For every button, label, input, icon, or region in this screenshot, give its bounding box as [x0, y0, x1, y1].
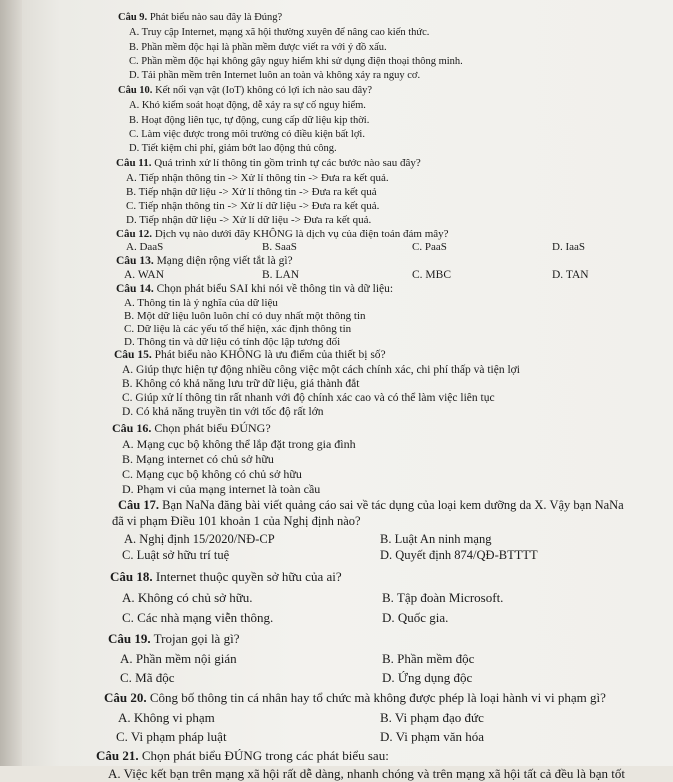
q20-option-a: A. Không vi phạm — [118, 710, 215, 725]
question-9: Câu 9. Phát biểu nào sau đây là Đúng? — [118, 12, 283, 23]
q11-option-b: B. Tiếp nhận dữ liệu -> Xử lí thông tin -> Đưa ra kết quả — [126, 186, 377, 198]
q12-option-c: C. PaaS — [412, 241, 447, 253]
q19-option-d: D. Ứng dụng độc — [382, 670, 473, 685]
q14-option-d: D. Thông tin và dữ liệu có tính độc lập tương đối — [124, 336, 341, 348]
q17-options-row-2 — [0, 548, 673, 564]
q20-option-d: D. Vi phạm văn hóa — [380, 729, 485, 744]
question-20: Câu 20. Công bố thông tin cá nhân hay tổ chức mà không được phép là loại hành vi vi phạm gì? — [104, 690, 606, 705]
q18-options-row-2 — [0, 610, 673, 627]
q18-options-row-1 — [0, 590, 673, 607]
q9-option-d: D. Tải phần mềm trên Internet luôn an toàn và không xảy ra nguy cơ. — [129, 70, 421, 81]
q11-option-c: C. Tiếp nhận thông tin -> Xử lí dữ liệu -> Đưa ra kết quả. — [126, 200, 380, 212]
q17-option-a: A. Nghị định 15/2020/NĐ-CP — [124, 532, 275, 546]
q13-option-b: B. LAN — [262, 269, 300, 281]
q19-options-row-1 — [0, 651, 673, 668]
question-21: Câu 21. Chọn phát biểu ĐÚNG trong các phát biểu sau: — [96, 748, 389, 763]
q17-option-d: D. Quyết định 874/QĐ-BTTTT — [380, 548, 538, 562]
q19-option-a: A. Phần mềm nội gián — [120, 651, 237, 666]
q16-option-a: A. Mạng cục bộ không thể lắp đặt trong gia đình — [122, 437, 356, 451]
question-15: Câu 15. Phát biểu nào KHÔNG là ưu điểm của thiết bị số? — [114, 349, 386, 361]
q11-option-d: D. Tiếp nhận dữ liệu -> Xử lí dữ liệu -> Đưa ra kết quả. — [126, 214, 372, 226]
q13-option-a: A. WAN — [124, 269, 165, 281]
q19-options-row-2 — [0, 670, 673, 687]
q9-option-a: A. Truy cập Internet, mạng xã hội thường xuyên để nâng cao kiến thức. — [129, 27, 430, 38]
q15-option-b: B. Không có khả năng lưu trữ dữ liệu, giá thành đắt — [122, 378, 360, 390]
question-16: Câu 16. Chọn phát biểu ĐÚNG? — [112, 421, 271, 435]
q15-option-d: D. Có khả năng truyền tin với tốc độ rất lớn — [122, 406, 324, 418]
q12-options-row — [0, 241, 673, 255]
q16-option-b: B. Mạng internet có chủ sở hữu — [122, 452, 274, 466]
q17-option-c: C. Luật sở hữu trí tuệ — [122, 548, 230, 562]
q16-option-d: D. Phạm vi của mạng internet là toàn cầu — [122, 482, 321, 496]
q10-option-c: C. Làm việc được trong môi trường có điều kiện bất lợi. — [129, 129, 365, 140]
question-17: Câu 17. Bạn NaNa đăng bài viết quảng cáo sai về tác dụng của loại kem dưỡng da X. Vậy bạn NaNa — [118, 498, 624, 512]
q18-option-d: D. Quốc gia. — [382, 610, 449, 625]
q18-option-b: B. Tập đoàn Microsoft. — [382, 590, 504, 605]
q10-option-d: D. Tiết kiệm chi phí, giảm bớt lao động thủ công. — [129, 143, 337, 154]
q13-options-row — [0, 269, 673, 284]
q20-option-c: C. Vi phạm pháp luật — [116, 729, 227, 744]
question-14: Câu 14. Chọn phát biểu SAI khi nói về thông tin và dữ liệu: — [116, 283, 394, 295]
q20-option-b: B. Vi phạm đạo đức — [380, 710, 484, 725]
question-10: Câu 10. Kết nối vạn vật (IoT) không có lợi ích nào sau đây? — [118, 85, 373, 96]
q10-option-b: B. Hoạt động liên tục, tự động, cung cấp dữ liệu kịp thời. — [129, 115, 370, 126]
q15-option-c: C. Giúp xử lí thông tin rất nhanh với độ chính xác cao và có thể làm việc liên tục — [122, 392, 495, 404]
q21-option-a: A. Việc kết bạn trên mạng xã hội rất dễ dàng, nhanh chóng và trên mạng xã hội tất cả đều là bạn tốt — [108, 766, 626, 781]
q19-option-c: C. Mã độc — [120, 670, 175, 685]
q11-option-a: A. Tiếp nhận thông tin -> Xử lí thông tin -> Đưa ra kết quả. — [126, 172, 389, 184]
question-12: Câu 12. Dịch vụ nào dưới đây KHÔNG là dịch vụ của điện toán đám mây? — [116, 228, 449, 240]
q18-option-a: A. Không có chủ sở hữu. — [122, 590, 253, 605]
q9-option-b: B. Phần mềm độc hại là phần mềm được viết ra với ý đồ xấu. — [129, 42, 387, 53]
q10-option-a: A. Khó kiểm soát hoạt động, dễ xảy ra sự cố nguy hiểm. — [129, 100, 366, 111]
q14-option-c: C. Dữ liệu là các yếu tố thể hiện, xác định thông tin — [124, 323, 352, 335]
q13-option-c: C. MBC — [412, 269, 451, 281]
q17-option-b: B. Luật An ninh mạng — [380, 532, 492, 546]
q20-options-row-2 — [0, 729, 673, 746]
q15-option-a: A. Giúp thực hiện tự động nhiều công việc một cách chính xác, chi phí thấp và tiện lợi — [122, 364, 520, 376]
q9-option-c: C. Phần mềm độc hại không gây nguy hiểm khi sử dụng điện thoại thông minh. — [129, 56, 463, 67]
q20-options-row-1 — [0, 710, 673, 727]
question-17-line2: đã vi phạm Điều 101 khoản 1 của Nghị định nào? — [112, 514, 361, 528]
q12-option-d: D. IaaS — [552, 241, 585, 253]
q12-option-b: B. SaaS — [262, 241, 297, 253]
q12-option-a: A. DaaS — [126, 241, 164, 253]
q18-option-c: C. Các nhà mạng viễn thông. — [122, 610, 274, 625]
q17-options-row-1 — [0, 532, 673, 548]
q16-option-c: C. Mạng cục bộ không có chủ sở hữu — [122, 467, 302, 481]
question-11: Câu 11. Quá trình xử lí thông tin gồm trình tự các bước nào sau đây? — [116, 157, 421, 169]
question-13: Câu 13. Mạng diện rộng viết tắt là gì? — [116, 255, 293, 267]
q13-option-d: D. TAN — [552, 269, 589, 281]
question-18: Câu 18. Internet thuộc quyền sở hữu của ai? — [110, 569, 342, 584]
question-19: Câu 19. Trojan gọi là gì? — [108, 631, 240, 646]
q19-option-b: B. Phần mềm độc — [382, 651, 475, 666]
q14-option-a: A. Thông tin là ý nghĩa của dữ liệu — [124, 297, 278, 309]
q14-option-b: B. Một dữ liệu luôn luôn chỉ có duy nhất một thông tin — [124, 310, 366, 322]
